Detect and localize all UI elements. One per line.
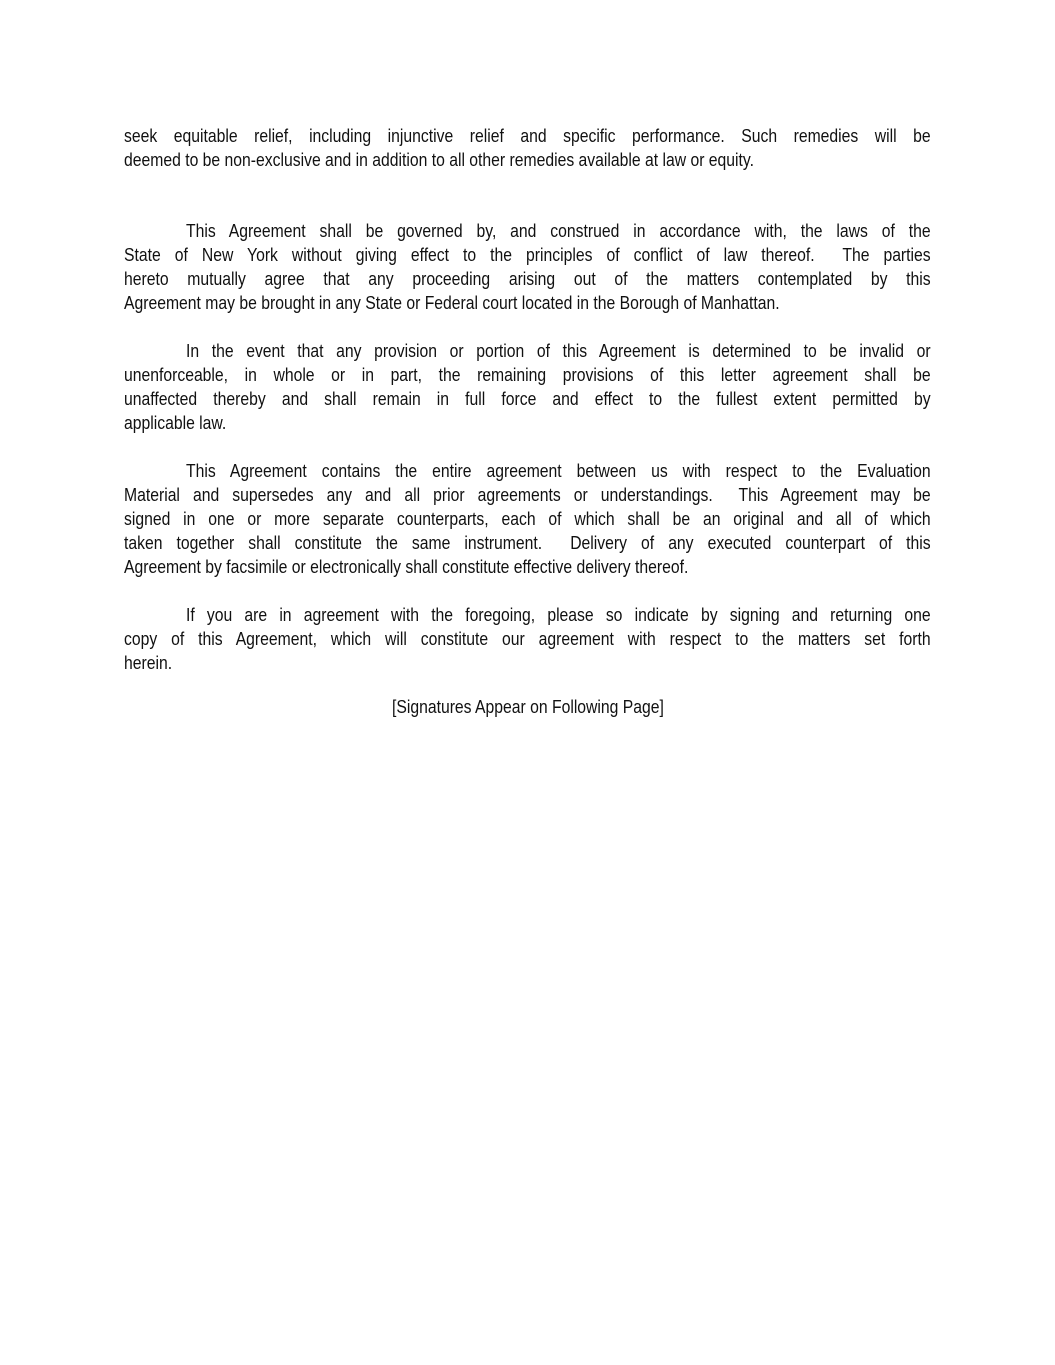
paragraph-line: hereto mutually agree that any proceeding arising out of the matters contemplated by this [124, 268, 931, 289]
paragraph [124, 459, 931, 579]
paragraph [124, 219, 931, 315]
paragraph-line: signed in one or more separate counterparts, each of which shall be an original and all of which [124, 508, 931, 529]
signature-note [0, 695, 1055, 719]
paragraph-line: In the event that any provision or portion of this Agreement is determined to be invalid or [186, 340, 931, 361]
paragraph-line: This Agreement shall be governed by, and construed in accordance with, the laws of the [186, 220, 931, 241]
paragraph-line: If you are in agreement with the foregoing, please so indicate by signing and returning one [186, 604, 931, 625]
document-body [124, 124, 931, 675]
paragraph [124, 339, 931, 435]
paragraph-line: Material and supersedes any and all prior agreements or understandings. This Agreement may be [124, 484, 931, 505]
paragraph-line: copy of this Agreement, which will constitute our agreement with respect to the matters set forth [124, 628, 931, 649]
paragraph-line: applicable law. [124, 412, 227, 433]
paragraph-line: seek equitable relief, including injunctive relief and specific performance. Such remedies will be [124, 125, 931, 146]
paragraph [124, 603, 931, 675]
paragraph-line: unaffected thereby and shall remain in full force and effect to the fullest extent permitted by [124, 388, 931, 409]
signature-note-text: [Signatures Appear on Following Page] [391, 696, 664, 717]
paragraph-line: State of New York without giving effect to the principles of conflict of law thereof. The parties [124, 244, 931, 265]
paragraph-line: Agreement may be brought in any State or Federal court located in the Borough of Manhattan. [124, 292, 780, 313]
paragraph-line: unenforceable, in whole or in part, the remaining provisions of this letter agreement shall be [124, 364, 931, 385]
paragraph-line: taken together shall constitute the same instrument. Delivery of any executed counterpart of this [124, 532, 931, 553]
paragraph-line: herein. [124, 652, 173, 673]
paragraph-line: deemed to be non-exclusive and in addition to all other remedies available at law or equity. [124, 149, 754, 170]
paragraph [124, 124, 931, 172]
paragraph-line: Agreement by facsimile or electronically shall constitute effective delivery thereof. [124, 556, 689, 577]
paragraph-line: This Agreement contains the entire agreement between us with respect to the Evaluation [186, 460, 931, 481]
